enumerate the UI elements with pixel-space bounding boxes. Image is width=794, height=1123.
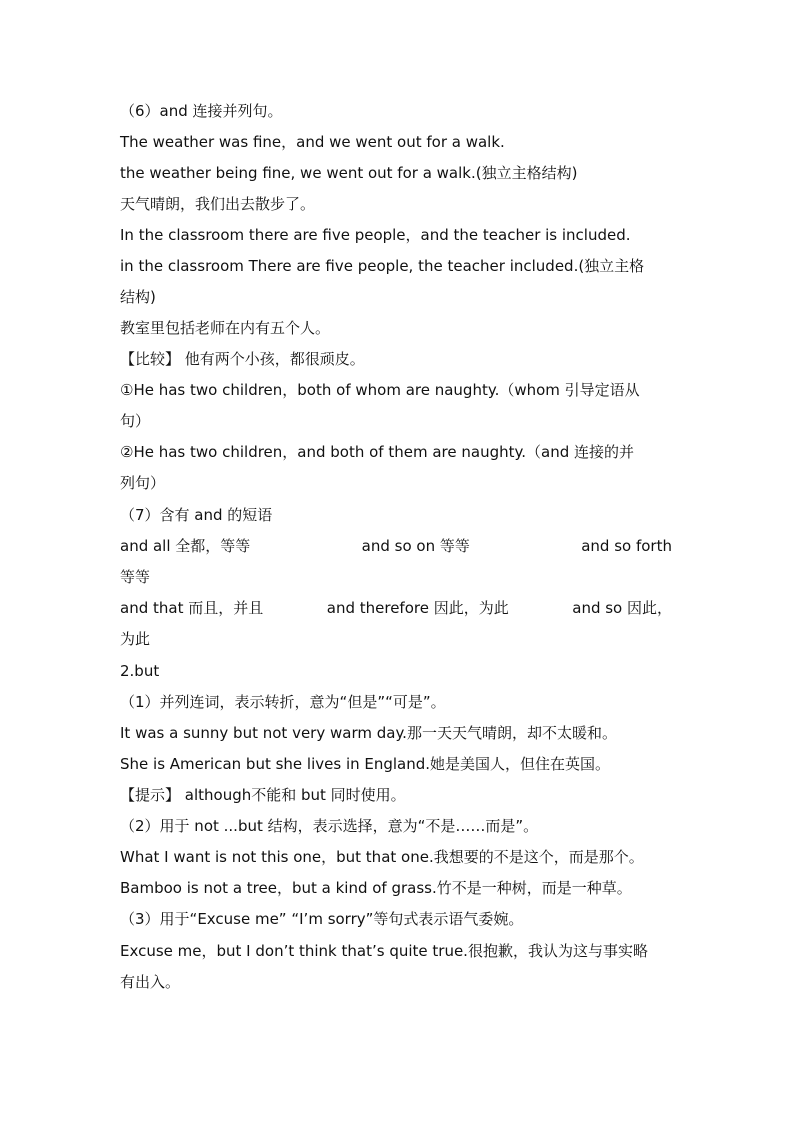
phrase-item: and so forth bbox=[581, 537, 672, 555]
example-line-continued: 有出入。 bbox=[120, 973, 181, 991]
section-heading-and-clauses: （6）and 连接并列句。 bbox=[120, 102, 283, 120]
phrase-row-1 bbox=[120, 535, 672, 557]
example-line: It was a sunny but not very warm day.那一天天气晴朗，却不太暖和。 bbox=[120, 724, 617, 742]
compare-example-1: ①He has two children，both of whom are naughty.（whom 引导定语从 bbox=[120, 381, 640, 399]
phrase-item: and so on 等等 bbox=[361, 537, 470, 555]
compare-heading: 【比较】 他有两个小孩，都很顽皮。 bbox=[120, 350, 365, 368]
phrase-row-2 bbox=[120, 597, 672, 619]
phrase-row-2-continued: 为此 bbox=[120, 630, 151, 648]
subsection-heading: （3）用于“Excuse me” “I’m sorry”等句式表示语气委婉。 bbox=[120, 910, 524, 928]
phrase-row-1-continued: 等等 bbox=[120, 568, 151, 586]
example-line: in the classroom There are five people, the teacher included.(独立主格 bbox=[120, 257, 645, 275]
example-line: Excuse me，but I don’t think that’s quite true.很抱歉，我认为这与事实略 bbox=[120, 942, 648, 960]
subsection-heading: （1）并列连词，表示转折，意为“但是”“可是”。 bbox=[120, 693, 446, 711]
compare-example-2: ②He has two children，and both of them are naughty.（and 连接的并 bbox=[120, 443, 634, 461]
phrase-item: and therefore 因此，为此 bbox=[326, 599, 509, 617]
compare-example-1-continued: 句） bbox=[120, 412, 151, 430]
example-line: What I want is not this one，but that one.我想要的不是这个，而是那个。 bbox=[120, 848, 644, 866]
translation-line: 天气晴朗，我们出去散步了。 bbox=[120, 195, 316, 213]
example-line: the weather being fine, we went out for a walk.(独立主格结构) bbox=[120, 164, 578, 182]
example-line: Bamboo is not a tree，but a kind of grass.竹不是一种树，而是一种草。 bbox=[120, 879, 632, 897]
example-line: In the classroom there are five people，and the teacher is included. bbox=[120, 226, 631, 244]
translation-line: 教室里包括老师在内有五个人。 bbox=[120, 319, 331, 337]
section-heading-but: 2.but bbox=[120, 662, 160, 680]
example-line: The weather was fine，and we went out for a walk. bbox=[120, 133, 505, 151]
subsection-heading: （2）用于 not ...but 结构，表示选择，意为“不是……而是”。 bbox=[120, 817, 539, 835]
compare-example-2-continued: 列句） bbox=[120, 474, 166, 492]
phrase-item: and all 全都，等等 bbox=[120, 537, 251, 555]
example-line: She is American but she lives in England.她是美国人，但住在英国。 bbox=[120, 755, 611, 773]
phrase-item: and so 因此， bbox=[572, 599, 672, 617]
phrase-item: and that 而且，并且 bbox=[120, 599, 264, 617]
example-line-continued: 结构) bbox=[120, 288, 156, 306]
tip-line: 【提示】 although不能和 but 同时使用。 bbox=[120, 786, 406, 804]
section-heading-and-phrases: （7）含有 and 的短语 bbox=[120, 506, 273, 524]
